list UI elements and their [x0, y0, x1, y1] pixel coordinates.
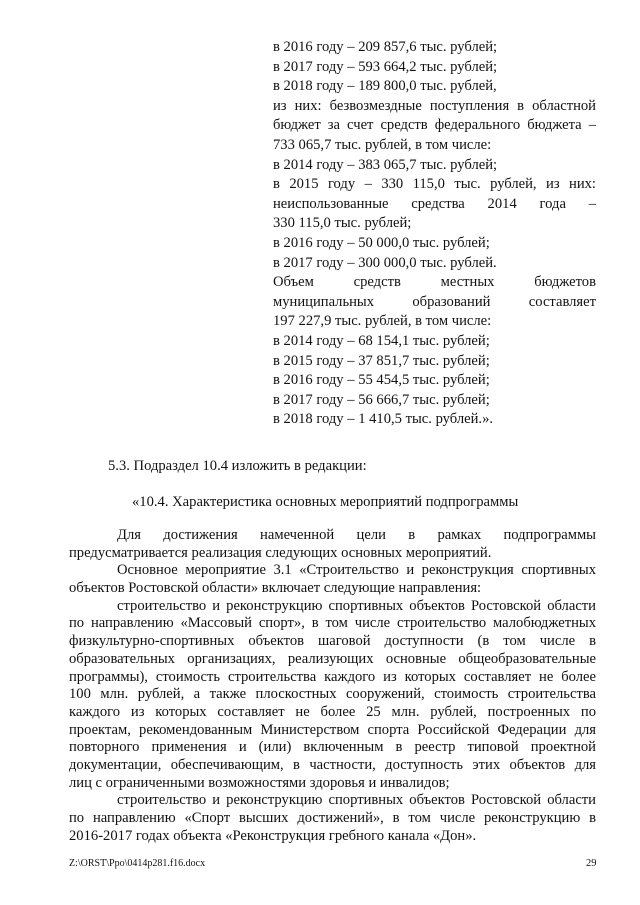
budget-line: 733 065,7 тыс. рублей, в том числе: [273, 136, 492, 153]
section-heading: «10.4. Характеристика основных мероприятий подпрограммы [132, 494, 519, 510]
budget-line: в 2016 году – 55 454,5 тыс. рублей; [273, 372, 490, 389]
budget-line: в 2018 году – 1 410,5 тыс. рублей.». [273, 411, 494, 428]
budget-line: 197 227,9 тыс. рублей, в том числе: [273, 313, 492, 330]
body-line: 2016-2017 годах объекта «Реконструкция гребного канала «Дон». [69, 827, 477, 844]
body-line: Для достижения намеченной цели в рамках подпрограммы [117, 527, 596, 543]
budget-line: в 2014 году – 68 154,1 тыс. рублей; [273, 332, 490, 349]
body-line: программы), стоимость строительства каждого из которых составляет не более [69, 668, 596, 685]
budget-line: в 2016 году – 209 857,6 тыс. рублей; [273, 39, 498, 55]
body-line: строительство и реконструкцию спортивных объектов Ростовской области [117, 597, 596, 614]
budget-line: из них: безвозмездные поступления в областной [273, 97, 596, 114]
body-line: по направлению «Спорт высших достижений», в том числе реконструкцию в [69, 810, 596, 826]
body-line: физкультурно-спортивных объектов шаговой доступности (в том числе в [69, 633, 596, 650]
body-line: документации, обеспечивающим, в частности, доступность этих объектов для [69, 756, 596, 773]
body-line: лиц с ограниченными возможностями здоровья и инвалидов; [69, 774, 450, 791]
budget-line: в 2017 году – 300 000,0 тыс. рублей. [273, 254, 497, 271]
body-line: 100 млн. рублей, а также плоскостных сооружений, стоимость строительства [69, 686, 596, 703]
budget-line: в 2015 году – 37 851,7 тыс. рублей; [273, 352, 490, 369]
budget-line: Объем средств местных бюджетов [273, 274, 596, 291]
body-line: проектам, рекомендованным Министерством спорта Российской Федерации для [69, 721, 596, 738]
budget-line: в 2018 году – 189 800,0 тыс. рублей, [273, 78, 497, 95]
budget-line: в 2017 году – 56 666,7 тыс. рублей; [273, 391, 490, 408]
body-line: объектов Ростовской области» включает следующие направления: [69, 580, 482, 597]
page-number: 29 [586, 858, 597, 869]
body-line: предусматривается реализация следующих основных мероприятий. [69, 544, 492, 561]
body-line: образовательных организациях, реализующих основные общеобразовательные [69, 650, 596, 667]
footer-file-path: Z:\ORST\Ppo\0414p281.f16.docx [69, 858, 206, 869]
budget-line: 330 115,0 тыс. рублей; [273, 215, 412, 232]
body-line: повторного применения и (или) включенным в реестр типовой проектной [69, 739, 596, 756]
body-line: каждого из которых составляет не более 25 млн. рублей, построенных по [69, 703, 596, 720]
body-line: строительство и реконструкцию спортивных объектов Ростовской области [117, 792, 596, 809]
budget-line: муниципальных образований составляет [273, 293, 596, 310]
section-instruction: 5.3. Подраздел 10.4 изложить в редакции: [108, 458, 367, 474]
budget-line: в 2014 году – 383 065,7 тыс. рублей; [273, 156, 498, 173]
budget-line: в 2015 году – 330 115,0 тыс. рублей, из них: [273, 176, 596, 193]
body-line: Основное мероприятие 3.1 «Строительство и реконструкция спортивных [117, 562, 596, 579]
body-line: по направлению «Массовый спорт», в том числе строительство малобюджетных [69, 615, 596, 632]
budget-figures-column [273, 38, 596, 430]
budget-line: в 2017 году – 593 664,2 тыс. рублей; [273, 58, 498, 75]
budget-line: неиспользованные средства 2014 года – [273, 195, 596, 212]
budget-line: бюджет за счет средств федерального бюджета – [273, 117, 596, 134]
budget-line: в 2016 году – 50 000,0 тыс. рублей; [273, 234, 490, 251]
body-text [69, 527, 596, 845]
